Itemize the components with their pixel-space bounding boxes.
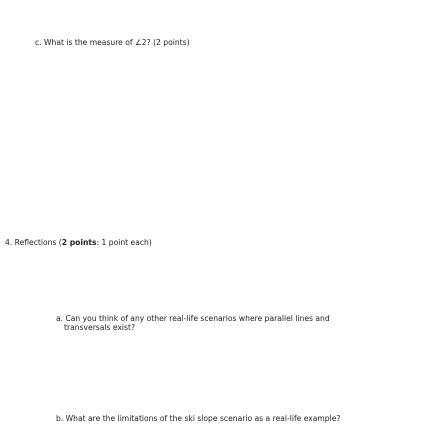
section-4-suffix: : 1 point each) xyxy=(96,238,152,247)
question-a xyxy=(56,314,416,333)
question-b: b. What are the limitations of the ski slope scenario as a real-life example? xyxy=(56,414,341,423)
section-4-points: 2 points xyxy=(61,238,97,247)
question-c: c. What is the measure of ∠2? (2 points) xyxy=(35,38,190,47)
section-4-prefix: 4. Reflections ( xyxy=(5,238,62,247)
section-4-reflections-heading xyxy=(5,238,152,247)
question-a-line2: transversals exist? xyxy=(64,323,136,333)
question-a-line1: a. Can you think of any other real-life scenarios where parallel lines and xyxy=(56,314,330,323)
